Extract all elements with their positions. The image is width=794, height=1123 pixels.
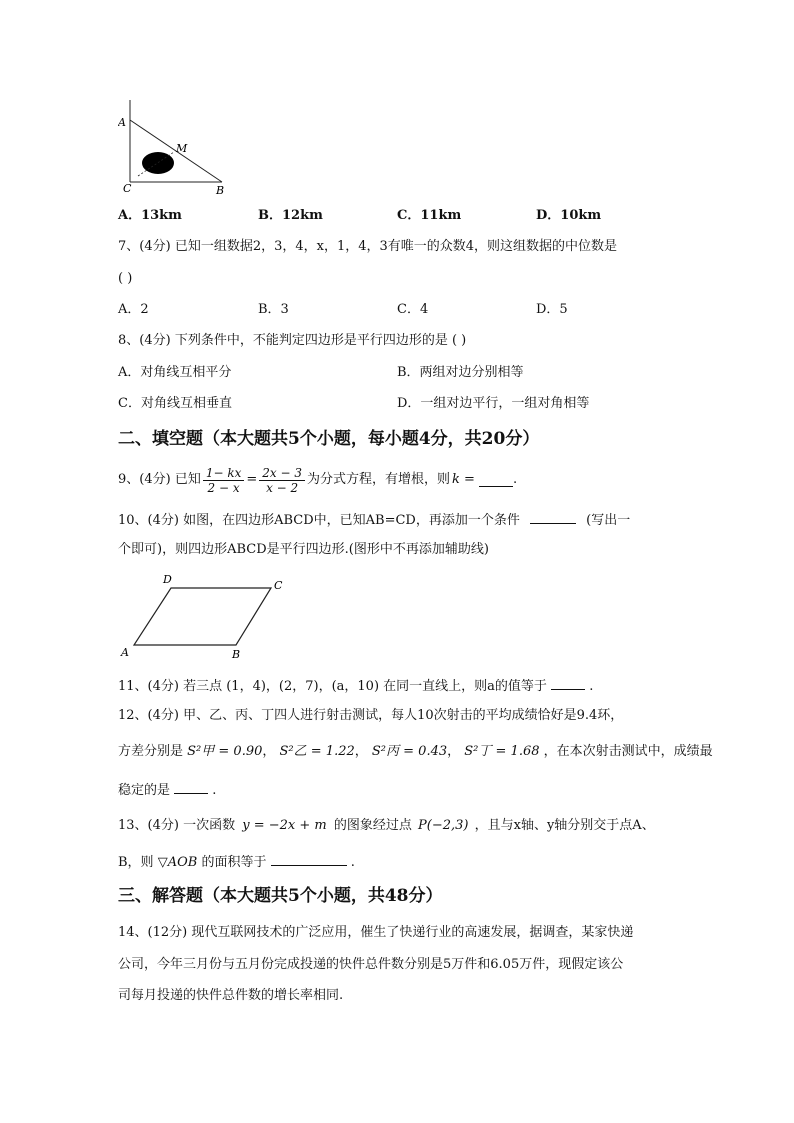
- q14-line3: 司每月投递的快件总件数的增长率相同.: [118, 988, 344, 1003]
- q13-line2-suffix: 的面积等于: [201, 855, 267, 870]
- q14-line2: 公司，今年三月份与五月份完成投递的快件总件数分别是5万件和6.05万件，现假定该公: [118, 957, 624, 972]
- q12-variance-bing: S²丙 = 0.43: [371, 744, 448, 759]
- q12-end: .: [212, 783, 217, 798]
- q13-function: y = −2x + m: [242, 818, 327, 833]
- section2-title: 二、填空题（本大题共5个小题，每小题4分，共20分）: [118, 429, 540, 449]
- q11: [118, 677, 593, 695]
- q8-stem: 8、(4分) 下列条件中，不能判定四边形是平行四边形的是 ( ): [118, 333, 467, 348]
- q13-point: P(−2,3): [418, 818, 469, 833]
- q9-frac1-den: 2 − x: [207, 480, 240, 495]
- fig2-label-d: D: [163, 573, 172, 586]
- q10-line1: [118, 511, 630, 529]
- q7-paren: ( ): [118, 271, 133, 286]
- q9-frac2-den: x − 2: [266, 480, 299, 495]
- q7-option-b: B．3: [258, 302, 289, 317]
- q11-end: .: [589, 679, 594, 694]
- q9-fraction-right: [259, 466, 305, 495]
- q9: [118, 463, 517, 497]
- fig1-label-a: A: [118, 116, 126, 129]
- fig2-label-b: B: [232, 648, 241, 661]
- q13-end: .: [350, 855, 355, 870]
- q13-line1: [118, 818, 655, 834]
- q10-line1-end: (写出一: [586, 513, 631, 528]
- q8-option-a: A．对角线互相平分: [118, 365, 232, 380]
- q14-line1: 14、(12分) 现代互联网技术的广泛应用，催生了快递行业的高速发展，据调查，某家快递: [118, 925, 634, 940]
- q9-answer-blank[interactable]: [479, 474, 513, 487]
- q11-answer-blank[interactable]: [551, 677, 585, 690]
- q9-k: k =: [452, 472, 475, 487]
- q10-line2: 个即可)，则四边形ABCD是平行四边形.(图形中不再添加辅助线): [118, 542, 489, 557]
- fig1-label-b: B: [216, 184, 225, 196]
- parallelogram-figure: [118, 572, 298, 664]
- q7-stem: 7、(4分) 已知一组数据2，3，4，x，1，4，3有唯一的众数4，则这组数据的中位数是: [118, 239, 618, 254]
- q13-line1-mid: 的图象经过点: [333, 818, 412, 833]
- q8-option-b: B．两组对边分别相等: [397, 365, 524, 380]
- q6-option-b: B．12km: [258, 208, 323, 223]
- q12-line3: [118, 781, 216, 799]
- section3-title: 三、解答题（本大题共5个小题，共48分）: [118, 886, 443, 906]
- fig1-label-m: M: [176, 142, 188, 155]
- q9-suffix: 为分式方程，有增根，则: [307, 472, 451, 487]
- q13-line1-prefix: 13、(4分) 一次函数: [118, 818, 236, 833]
- q12-line2: 方差分别是 S²甲 = 0.90， S²乙 = 1.22， S²丙 = 0.43， S²丁 = 1.68 ，在本次射击测试中，成绩最: [118, 744, 713, 759]
- q9-fraction-left: [203, 466, 245, 495]
- fig2-label-a: A: [121, 646, 129, 659]
- q13-line2-prefix: B，则: [118, 855, 154, 870]
- q9-prefix: 9、(4分) 已知: [118, 472, 201, 487]
- q13-triangle: ▽AOB: [157, 855, 198, 870]
- q12-variance-jia: S²甲 = 0.90: [187, 744, 263, 759]
- q6-option-a: A．13km: [118, 208, 182, 223]
- q9-eq: =: [246, 472, 258, 487]
- q13-line1-suffix: ，且与x轴、y轴分别交于点A、: [474, 818, 655, 833]
- q13-answer-blank[interactable]: [271, 853, 347, 866]
- q12-line2-suffix: ，在本次射击测试中，成绩最: [543, 744, 713, 759]
- q9-frac1-num: 1− kx: [203, 466, 245, 481]
- q12-variance-ding: S²丁 = 1.68: [464, 744, 540, 759]
- q9-end: .: [512, 472, 518, 487]
- q12-answer-blank[interactable]: [174, 781, 208, 794]
- q7-option-d: D．5: [536, 302, 568, 317]
- q12-variance-yi: S²乙 = 1.22: [279, 744, 355, 759]
- q10-line1-text: 10、(4分) 如图，在四边形ABCD中，已知AB=CD，再添加一个条件: [118, 513, 520, 528]
- q7-option-a: A．2: [118, 302, 149, 317]
- fig2-label-c: C: [274, 579, 283, 592]
- q6-option-d: D．10km: [536, 208, 602, 223]
- q8-option-d: D．一组对边平行，一组对角相等: [397, 396, 590, 411]
- q6-option-c: C．11km: [397, 208, 462, 223]
- q12-line1: 12、(4分) 甲、乙、丙、丁四人进行射击测试，每人10次射击的平均成绩恰好是9.4环，: [118, 708, 624, 723]
- fig1-label-c: C: [123, 182, 132, 195]
- q13-line2: [118, 853, 355, 871]
- triangle-figure: [118, 96, 228, 196]
- q7-option-c: C．4: [397, 302, 429, 317]
- q12-line3-text: 稳定的是: [118, 783, 171, 798]
- q8-option-c: C．对角线互相垂直: [118, 396, 232, 411]
- q11-text: 11、(4分) 若三点 (1，4)，(2，7)，(a，10) 在同一直线上，则a的值等于: [118, 679, 547, 694]
- q10-answer-blank[interactable]: [530, 511, 576, 524]
- q9-frac2-num: 2x − 3: [259, 466, 305, 481]
- q12-line2-prefix: 方差分别是: [118, 744, 184, 759]
